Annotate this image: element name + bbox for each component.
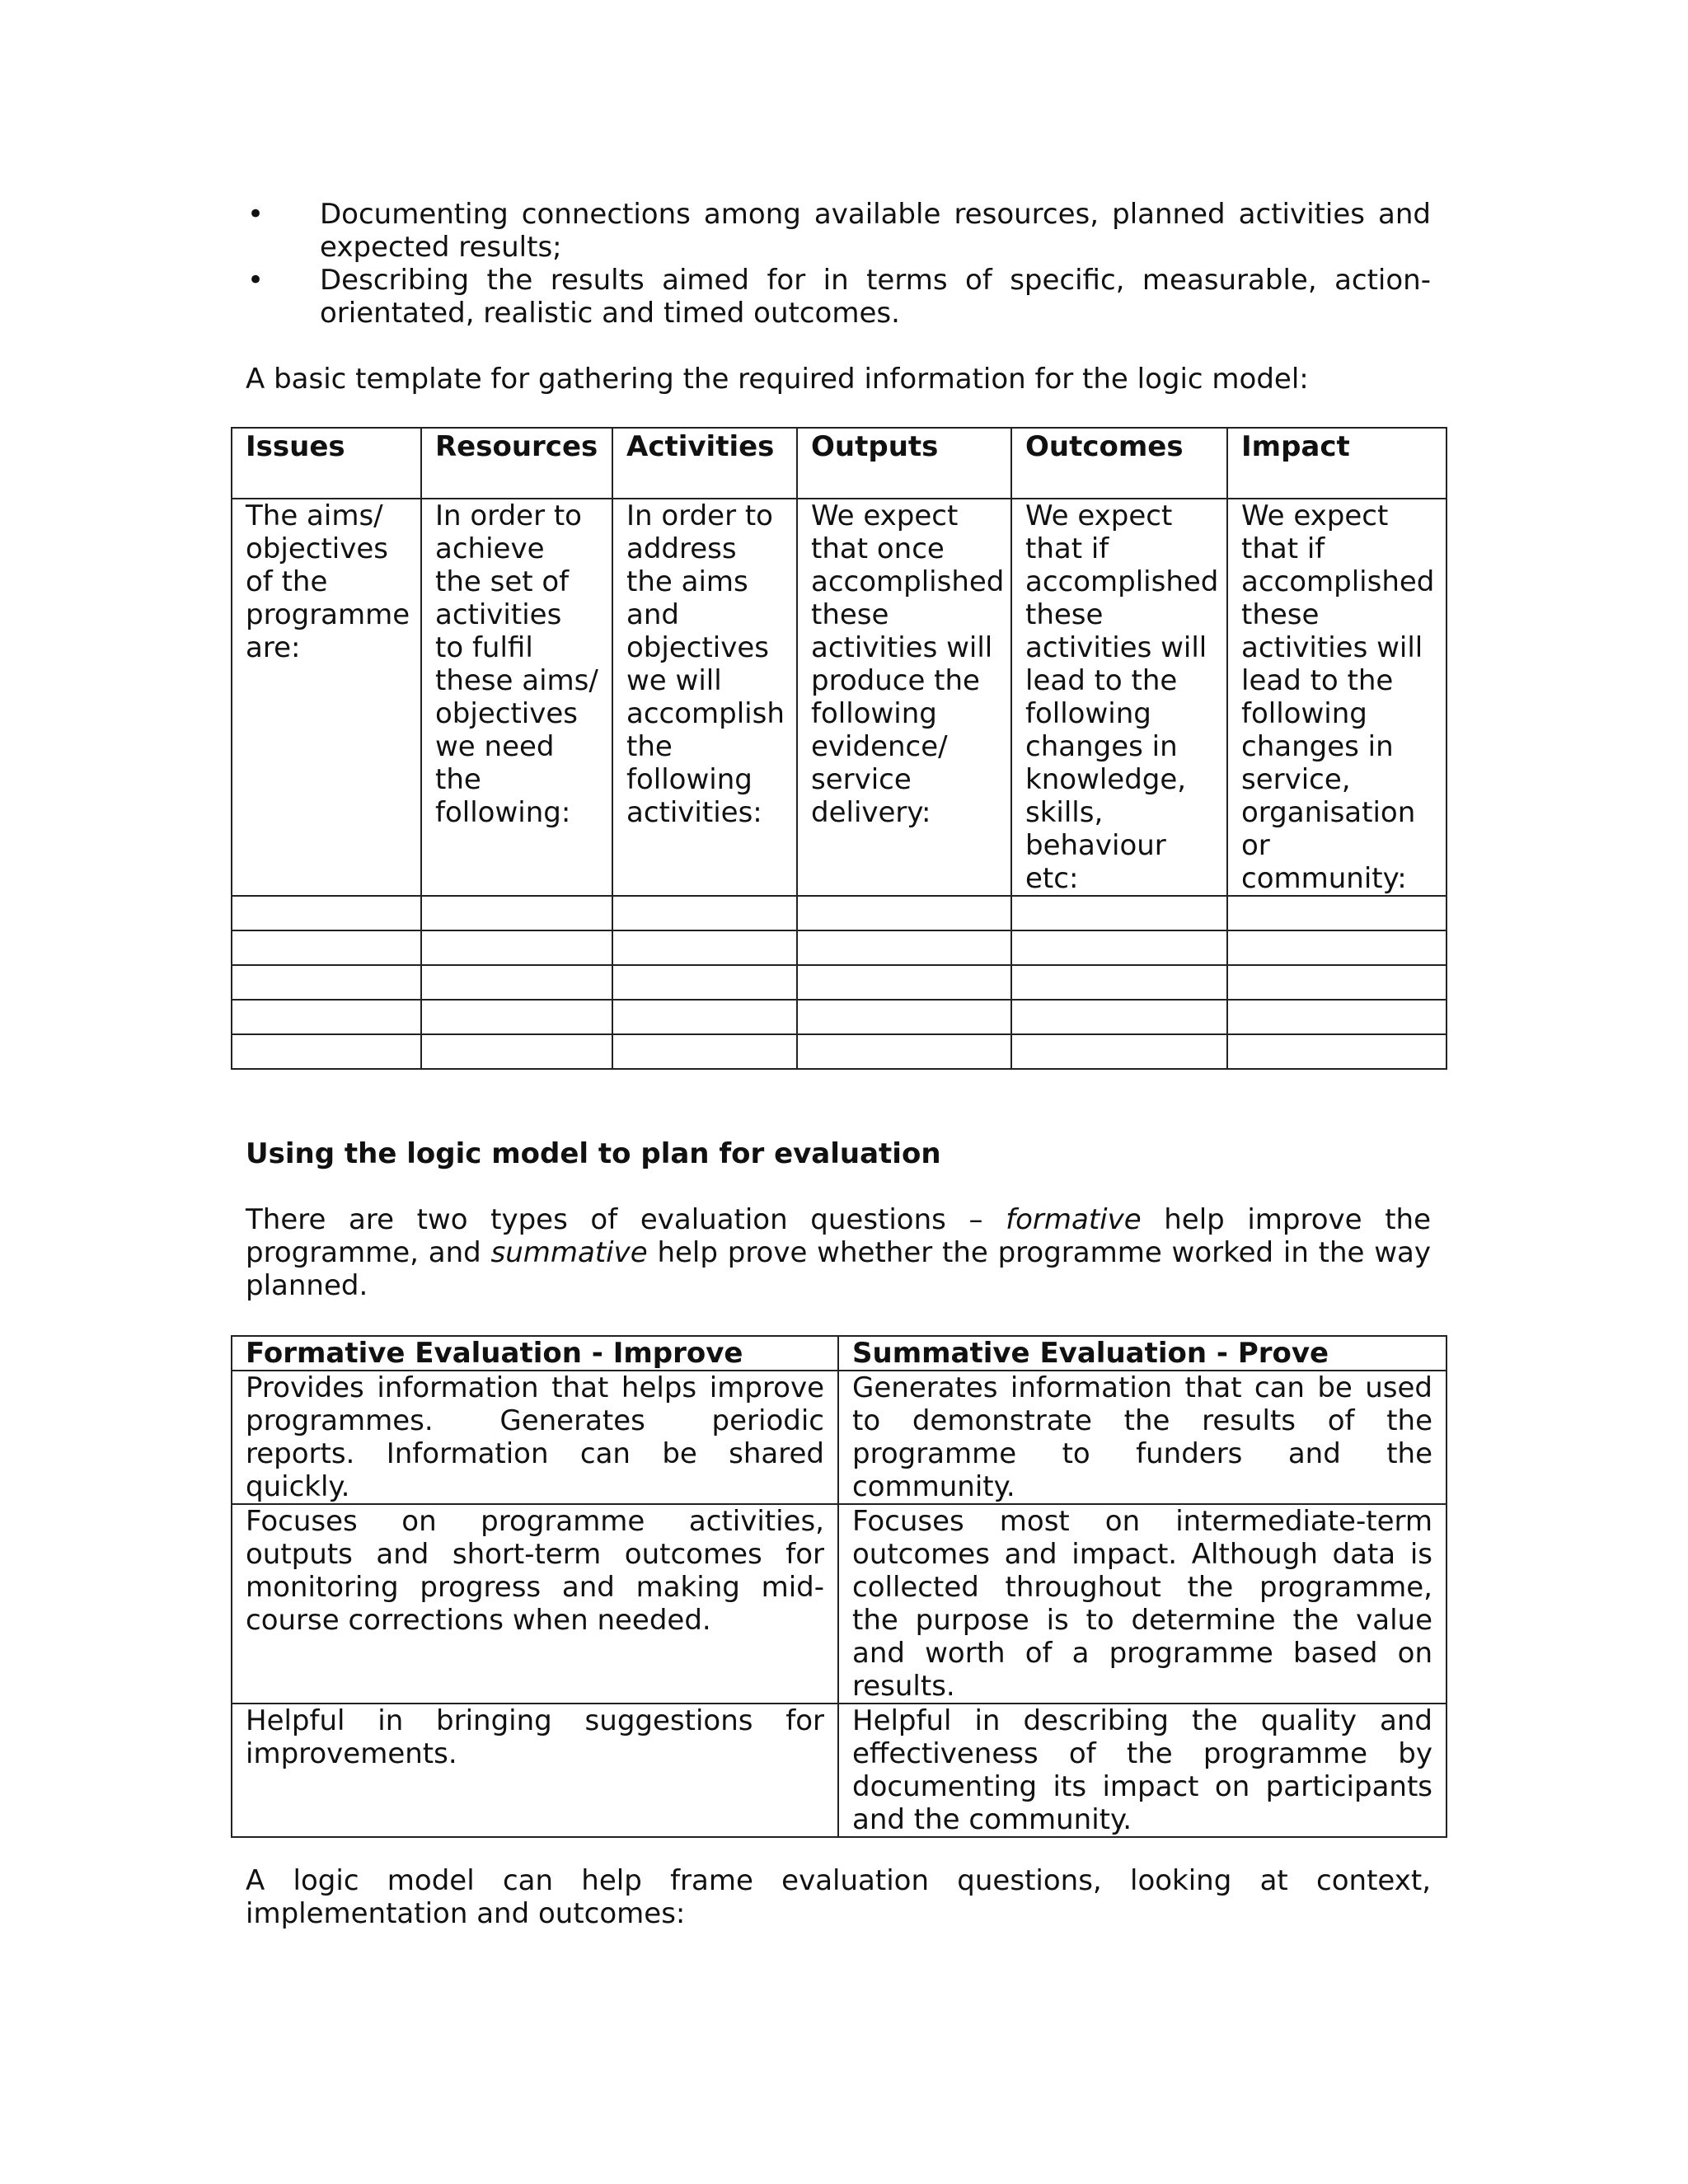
empty-cell xyxy=(232,1000,421,1034)
evaluation-intro xyxy=(246,1203,1431,1302)
empty-cell xyxy=(421,930,612,965)
empty-cell xyxy=(1011,1034,1227,1069)
header-activities: Activities xyxy=(612,428,797,499)
empty-cell xyxy=(612,1000,797,1034)
empty-cell xyxy=(232,896,421,930)
empty-cell xyxy=(612,1034,797,1069)
empty-cell xyxy=(797,1000,1011,1034)
empty-cell xyxy=(1227,1000,1447,1034)
impact-description: We expect that if accomplished these activities will lead to the following changes in service, organisation or community: xyxy=(1227,499,1447,896)
empty-cell xyxy=(612,930,797,965)
header-formative: Formative Evaluation - Improve xyxy=(232,1336,838,1371)
resources-description: In order to achieve the set of activities to fulfil these aims/ objectives we need the following: xyxy=(421,499,612,896)
empty-cell xyxy=(232,1034,421,1069)
table-row xyxy=(232,1504,1447,1704)
formative-term: formative xyxy=(1006,1203,1142,1236)
table-row xyxy=(232,1371,1447,1504)
empty-table-row xyxy=(232,965,1447,1000)
summative-cell: Helpful in describing the quality and effectiveness of the programme by documenting its impact on participants and the community. xyxy=(838,1704,1447,1837)
table-header-row xyxy=(232,1336,1447,1371)
empty-cell xyxy=(797,930,1011,965)
bullet-icon: • xyxy=(247,264,265,297)
empty-table-row xyxy=(232,1000,1447,1034)
header-summative: Summative Evaluation - Prove xyxy=(838,1336,1447,1371)
bullet-list xyxy=(244,198,1431,330)
empty-cell xyxy=(232,930,421,965)
empty-table-row xyxy=(232,930,1447,965)
formative-cell: Provides information that helps improve programmes. Generates periodic reports. Information can be shared quickly. xyxy=(232,1371,838,1504)
formative-cell: Helpful in bringing suggestions for improvements. xyxy=(232,1704,838,1837)
empty-cell xyxy=(421,1034,612,1069)
bullet-item xyxy=(244,198,1431,264)
bullet-text: Documenting connections among available resources, planned activities and expected results; xyxy=(320,198,1431,264)
empty-cell xyxy=(421,965,612,1000)
summative-cell: Focuses most on intermediate-term outcomes and impact. Although data is collected throughout the programme, the purpose is to determine the value and worth of a programme based on results. xyxy=(838,1504,1447,1704)
empty-table-row xyxy=(232,896,1447,930)
table-header-row xyxy=(232,428,1447,499)
empty-cell xyxy=(797,896,1011,930)
empty-cell xyxy=(421,896,612,930)
outputs-description: We expect that once accomplished these activities will produce the following evidence/ service delivery: xyxy=(797,499,1011,896)
section-heading: Using the logic model to plan for evaluation xyxy=(246,1137,941,1170)
activities-description: In order to address the aims and objectives we will accomplish the following activities: xyxy=(612,499,797,896)
empty-cell xyxy=(1227,930,1447,965)
empty-cell xyxy=(1011,965,1227,1000)
table-row xyxy=(232,1704,1447,1837)
issues-description: The aims/ objectives of the programme are: xyxy=(232,499,421,896)
logic-model-table xyxy=(231,427,1447,1070)
template-intro: A basic template for gathering the required information for the logic model: xyxy=(246,363,1309,396)
bullet-text: Describing the results aimed for in terms of specific, measurable, action-orientated, realistic and timed outcomes. xyxy=(320,264,1431,330)
empty-cell xyxy=(232,965,421,1000)
empty-cell xyxy=(1011,930,1227,965)
empty-cell xyxy=(1227,896,1447,930)
bullet-item xyxy=(244,264,1431,330)
intro-text: help prove whether the programme worked in the way planned. xyxy=(246,1236,1431,1302)
empty-table-row xyxy=(232,1034,1447,1069)
summative-cell: Generates information that can be used to demonstrate the results of the programme to funders and the community. xyxy=(838,1371,1447,1504)
empty-cell xyxy=(421,1000,612,1034)
header-resources: Resources xyxy=(421,428,612,499)
outcomes-description: We expect that if accomplished these activities will lead to the following changes in knowledge, skills, behaviour etc: xyxy=(1011,499,1227,896)
table-row xyxy=(232,499,1447,896)
bullet-icon: • xyxy=(247,198,265,231)
formative-cell: Focuses on programme activities, outputs and short-term outcomes for monitoring progress and making mid-course corrections when needed. xyxy=(232,1504,838,1704)
empty-cell xyxy=(797,1034,1011,1069)
intro-text: There are two types of evaluation questions – xyxy=(246,1203,1006,1236)
closing-paragraph: A logic model can help frame evaluation questions, looking at context, implementation and outcomes: xyxy=(246,1864,1431,1930)
header-issues: Issues xyxy=(232,428,421,499)
empty-cell xyxy=(612,965,797,1000)
evaluation-comparison-table xyxy=(231,1335,1447,1838)
empty-cell xyxy=(1011,896,1227,930)
intro-text: help improve the programme, and xyxy=(246,1203,1431,1269)
empty-cell xyxy=(1011,1000,1227,1034)
header-impact: Impact xyxy=(1227,428,1447,499)
empty-cell xyxy=(1227,1034,1447,1069)
header-outcomes: Outcomes xyxy=(1011,428,1227,499)
header-outputs: Outputs xyxy=(797,428,1011,499)
summative-term: summative xyxy=(490,1236,648,1269)
empty-cell xyxy=(612,896,797,930)
empty-cell xyxy=(797,965,1011,1000)
empty-cell xyxy=(1227,965,1447,1000)
